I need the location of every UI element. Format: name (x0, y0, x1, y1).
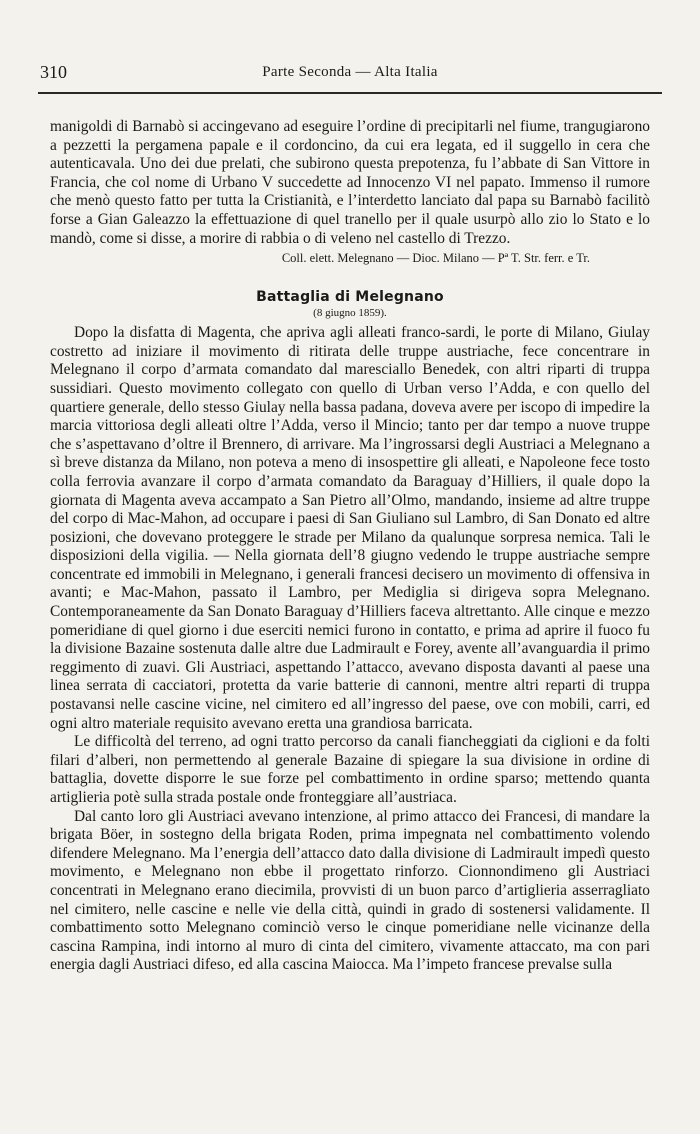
section-title: Battaglia di Melegnano (256, 289, 444, 306)
body-paragraph: Dopo la disfatta di Magenta, che apriva agli alleati franco-sardi, le porte di Milano, Giulay costretto ad iniziare il movimento di ritirata delle truppe austriache, fece concentrare in Melegnano il corpo d’armata comandato dal maresciallo Benedek, con altri riparti di truppa sussidiari. Questo movimento collegato con quello di Urban verso l’Adda, e con quello del quartiere generale, dello stesso Giulay nella bassa padana, doveva avere per iscopo di impedire la marcia vittoriosa degli alleati oltre l’Adda, verso il Mincio; tanto per dar tempo a nuove truppe che s’aspettavano d’oltre il Brennero, di arrivare. Ma l’ingrossarsi degli Austriaci a Melegnano a sì breve distanza da Milano, non poteva a meno di insospettire gli alleati, e Napoleone fece tosto colla ferrovia avanzare il corpo d’armata comandato da Baraguay d’Hilliers, il quale dopo la giornata di Magenta aveva accampato a San Pietro all’Olmo, mandando, insieme ad altre truppe del corpo di Mac-Mahon, ad occupare i paesi di San Giuliano sul Lambro, di San Donato ed altre posizioni, che dovevano proteggere le strade per Milano da qualunque sorpresa nemica. Tali le disposizioni della vigilia. — Nella giornata dell’8 giugno vedendo le truppe austriache sempre concentrate ed immobili in Melegnano, i generali francesi decisero un movimento di offensiva in avanti; e Mac-Mahon, passato il Lambro, per Mediglia si dirigeva sopra Melegnano. Contemporaneamente da San Donato Baraguay d’Hilliers faceva altrettanto. Alle cinque e mezzo pomeridiane di quel giorno i due eserciti nemici furono in contatto, e prima ad aprire il fuoco fu la divisione Bazaine sostenuta dalle altre due Ladmirault e Forey, avente all’avanguardia il primo reggimento di zuavi. Gli Austriaci, aspettando l’attacco, avevano disposta davanti al paese una linea serrata di cacciatori, protetta da varie batterie di cannoni, mentre altri reparti di truppa postavansi nelle cascine vicine, nel cimitero ed all’ingresso del paese, ove con mobili, carri, ed ogni altro materiale requisito avevano eretta una grandiosa barricata. (50, 324, 650, 732)
page-number: 310 (40, 62, 67, 82)
page-header (40, 62, 660, 86)
section-date: (8 giugno 1859). (313, 307, 387, 320)
body-paragraph: Dal canto loro gli Austriaci avevano intenzione, al primo attacco dei Francesi, di mandare la brigata Böer, in sostegno della brigata Roden, prima impegnata nel combattimento volendo difendere Melegnano. Ma l’energia dell’attacco dato dalla divisione di Ladmirault impedì questo movimento, e Melegnano non ebbe il progettato rinforzo. Cionnondimeno gli Austriaci concentrati in Melegnano erano diecimila, provvisti di un buon parco d’artiglieria asserragliato nel cimitero, nelle cascine e nelle vie della città, quindi in grado di sostenersi validamente. Il combattimento sotto Melegnano cominciò verso le cinque pomeridiane nelle vicinanze della cascina Rampina, indi intorno al muro di cinta del cimitero, vivamente attaccato, ma con pari energia dagli Austriaci difeso, ed alla cascina Maiocca. Ma l’impeto francese prevalse sulla (50, 807, 650, 974)
body-paragraph: Le difficoltà del terreno, ad ogni tratto percorso da canali fiancheggiati da ciglioni e da folti filari d’alberi, non permettendo al generale Bazaine di spiegare la sua divisione in ordine di battaglia, dovette disporre le sue forze pel combattimento in ordine sparso; mettendo quanta artiglieria potè sulla strada postale onde fronteggiare all’austriaca. (50, 733, 650, 806)
header-rule (38, 92, 662, 94)
intro-paragraph: manigoldi di Barnabò si accingevano ad eseguire l’ordine di precipitarli nel fiume, trangugiarono a pezzetti la pergamena papale e il cordoncino, da cui era legata, ed il suggello in cera che autenticavala. Uno dei due prelati, che subirono questa prepotenza, fu l’abbate di San Vittore in Francia, che col nome di Urbano V succedette ad Innocenzo VI nel papato. Immenso il rumore che menò questo fatto per tutta la Cristianità, e l’interdetto lanciato dal papa su Barnabò facilitò forse a Gian Galeazzo la effettuazione di quel tranello per il quale usurpò allo zio lo Stato e lo mandò, come si disse, a morire di rabbia o di veleno nel castello di Trezzo. (50, 118, 650, 247)
page-body (50, 118, 650, 975)
running-title: Parte Seconda — Alta Italia (262, 64, 438, 80)
source-line: Coll. elett. Melegnano — Dioc. Milano — Pª T. Str. ferr. e Tr. (281, 251, 590, 266)
